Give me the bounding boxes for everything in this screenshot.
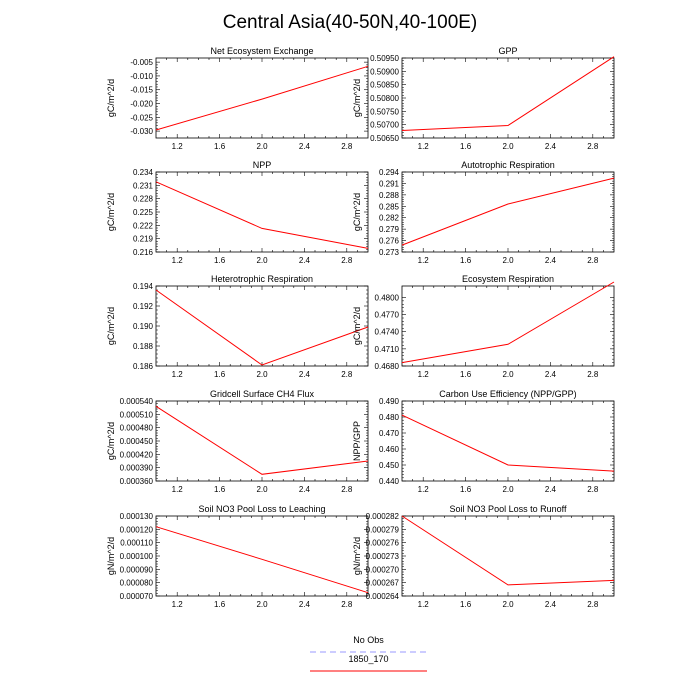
x-tick-label: 2.4	[298, 256, 310, 265]
chart-panel-6	[352, 274, 614, 379]
x-tick-label: 2.8	[341, 600, 353, 609]
y-tick-label: 0.50950	[370, 54, 399, 63]
y-tick-label: 0.186	[132, 362, 153, 371]
series-line	[402, 516, 614, 585]
x-tick-label: 2.0	[256, 485, 268, 494]
y-tick-label: 0.50800	[370, 94, 399, 103]
y-axis-label: gC/m^2/d	[352, 306, 362, 346]
series-line	[156, 527, 368, 593]
x-tick-label: 1.6	[214, 256, 226, 265]
y-tick-label: 0.480	[378, 413, 399, 422]
series-line	[156, 66, 368, 130]
y-tick-label: 0.294	[378, 168, 399, 177]
y-tick-label: 0.219	[132, 234, 153, 244]
x-tick-label: 1.6	[214, 370, 226, 379]
y-tick-label: 0.460	[378, 445, 399, 454]
y-tick-label: 0.000360	[119, 477, 153, 486]
series-line	[156, 182, 368, 249]
y-tick-label: 0.4770	[374, 310, 399, 320]
y-tick-label: 0.450	[378, 461, 399, 470]
panel-title: Carbon Use Efficiency (NPP/GPP)	[439, 389, 577, 399]
x-tick-label: 2.0	[502, 256, 514, 265]
x-tick-label: 2.0	[502, 485, 514, 494]
x-tick-label: 2.8	[341, 142, 353, 151]
chart-panel-1	[106, 46, 368, 151]
x-tick-label: 2.0	[502, 142, 514, 151]
y-tick-label: 0.490	[378, 397, 399, 406]
x-tick-label: 1.2	[171, 600, 183, 609]
plot-frame	[156, 516, 368, 596]
y-axis-label: NPP/GPP	[352, 420, 362, 462]
x-tick-label: 1.6	[460, 256, 472, 265]
x-tick-label: 2.8	[587, 256, 599, 265]
y-axis-label: gC/m^2/d	[106, 306, 116, 346]
y-tick-label: -0.015	[130, 85, 153, 95]
plot-frame	[402, 516, 614, 596]
y-tick-label: 0.216	[132, 248, 153, 257]
panel-title: Soil NO3 Pool Loss to Runoff	[449, 504, 567, 514]
series-line	[402, 57, 614, 131]
chart-panel-8	[352, 389, 614, 494]
x-tick-label: 2.4	[544, 600, 556, 609]
x-tick-label: 1.2	[417, 256, 429, 265]
y-tick-label: 0.000270	[365, 565, 399, 575]
x-tick-label: 1.2	[417, 370, 429, 379]
y-tick-label: 0.000450	[119, 437, 153, 446]
y-tick-label: 0.000420	[119, 450, 153, 460]
y-tick-label: 0.50750	[370, 107, 399, 117]
y-tick-label: 0.000279	[365, 525, 399, 535]
chart-panel-2	[352, 46, 614, 151]
plot-frame	[156, 172, 368, 252]
x-tick-label: 1.2	[417, 485, 429, 494]
y-tick-label: 0.000510	[119, 410, 153, 420]
x-tick-label: 1.2	[417, 600, 429, 609]
y-tick-label: -0.025	[130, 113, 153, 123]
x-tick-label: 1.2	[171, 370, 183, 379]
panel-title: Autotrophic Respiration	[461, 160, 555, 170]
x-tick-label: 1.2	[171, 485, 183, 494]
x-tick-label: 2.4	[298, 370, 310, 379]
y-tick-label: 0.000080	[119, 578, 153, 588]
x-tick-label: 1.2	[171, 142, 183, 151]
y-tick-label: 0.194	[132, 282, 153, 291]
legend-label: No Obs	[353, 635, 384, 645]
x-tick-label: 1.6	[214, 600, 226, 609]
x-tick-label: 1.2	[171, 256, 183, 265]
x-tick-label: 1.6	[460, 485, 472, 494]
y-tick-label: 0.222	[132, 221, 153, 231]
legend	[310, 635, 427, 671]
y-tick-label: 0.231	[132, 181, 153, 191]
x-tick-label: 2.0	[502, 370, 514, 379]
y-axis-label: gN/m^2/d	[352, 536, 362, 576]
y-tick-label: 0.282	[378, 213, 399, 223]
chart-panel-4	[352, 160, 614, 265]
x-tick-label: 1.6	[214, 485, 226, 494]
chart-panel-7	[106, 389, 368, 494]
y-axis-label: gC/m^2/d	[106, 192, 116, 232]
y-tick-label: 0.288	[378, 190, 399, 200]
figure-title: Central Asia(40-50N,40-100E)	[222, 12, 478, 33]
y-tick-label: 0.4680	[374, 362, 399, 371]
panel-title: Soil NO3 Pool Loss to Leaching	[198, 504, 326, 514]
y-tick-label: 0.291	[378, 179, 399, 189]
y-tick-label: 0.000273	[365, 552, 399, 561]
y-tick-label: 0.000264	[365, 592, 399, 601]
y-tick-label: -0.030	[130, 127, 153, 137]
y-tick-label: 0.50850	[370, 80, 399, 90]
y-tick-label: 0.188	[132, 342, 153, 351]
y-tick-label: 0.000110	[120, 538, 153, 548]
y-tick-label: -0.010	[130, 71, 153, 81]
x-tick-label: 2.8	[341, 485, 353, 494]
chart-panel-5	[106, 274, 368, 379]
x-tick-label: 2.4	[298, 485, 310, 494]
y-tick-label: 0.50650	[370, 134, 399, 143]
series-line	[402, 415, 614, 471]
y-tick-label: 0.190	[132, 322, 153, 331]
x-tick-label: 2.8	[587, 370, 599, 379]
x-tick-label: 2.4	[544, 256, 556, 265]
x-tick-label: 2.4	[298, 600, 310, 609]
y-tick-label: 0.000070	[119, 592, 153, 601]
legend-label: 1850_170	[348, 654, 389, 664]
y-tick-label: 0.000120	[119, 525, 153, 535]
x-tick-label: 1.6	[460, 370, 472, 379]
y-tick-label: 0.000267	[365, 578, 399, 588]
x-tick-label: 2.4	[544, 485, 556, 494]
plot-frame	[156, 401, 368, 481]
y-tick-label: 0.225	[132, 208, 153, 217]
x-tick-label: 2.0	[256, 142, 268, 151]
y-tick-label: -0.020	[130, 99, 153, 109]
y-tick-label: 0.228	[132, 194, 153, 204]
chart-panel-9	[106, 504, 368, 609]
y-tick-label: 0.234	[132, 168, 153, 177]
chart-panel-3	[106, 160, 368, 265]
panel-title: Net Ecosystem Exchange	[210, 46, 314, 56]
x-tick-label: 2.4	[298, 142, 310, 151]
x-tick-label: 2.8	[341, 370, 353, 379]
x-tick-label: 1.2	[417, 142, 429, 151]
y-tick-label: 0.000130	[119, 512, 153, 521]
y-tick-label: 0.276	[378, 236, 399, 246]
y-tick-label: 0.4710	[374, 344, 399, 354]
x-tick-label: 2.8	[587, 142, 599, 151]
x-tick-label: 2.0	[502, 600, 514, 609]
panel-title: Gridcell Surface CH4 Flux	[209, 389, 315, 399]
y-tick-label: -0.005	[130, 58, 153, 68]
y-axis-label: gC/m^2/d	[106, 421, 116, 461]
y-tick-label: 0.000090	[119, 565, 153, 575]
y-axis-label: gC/m^2/d	[352, 78, 362, 118]
y-tick-label: 0.50900	[370, 67, 399, 77]
y-tick-label: 0.000390	[119, 463, 153, 473]
chart-panels	[106, 46, 614, 609]
y-axis-label: gN/m^2/d	[106, 536, 116, 576]
y-tick-label: 0.440	[378, 477, 399, 486]
x-tick-label: 2.8	[587, 600, 599, 609]
series-line	[156, 290, 368, 365]
series-line	[402, 282, 614, 363]
chart-panel-10	[352, 504, 614, 609]
y-tick-label: 0.285	[378, 202, 399, 212]
y-axis-label: gC/m^2/d	[352, 192, 362, 232]
panel-title: NPP	[252, 160, 272, 170]
plot-frame	[156, 286, 368, 366]
y-tick-label: 0.4740	[374, 327, 399, 337]
plot-frame	[156, 58, 368, 138]
y-tick-label: 0.273	[378, 248, 399, 257]
y-tick-label: 0.192	[132, 302, 153, 311]
series-line	[156, 406, 368, 474]
y-tick-label: 0.279	[378, 225, 399, 235]
x-tick-label: 1.6	[460, 600, 472, 609]
x-tick-label: 1.6	[460, 142, 472, 151]
y-tick-label: 0.470	[378, 429, 399, 438]
x-tick-label: 2.4	[544, 370, 556, 379]
panel-title: Ecosystem Respiration	[461, 274, 555, 284]
x-tick-label: 2.0	[256, 370, 268, 379]
x-tick-label: 2.0	[256, 256, 268, 265]
plot-frame	[402, 172, 614, 252]
x-tick-label: 1.6	[214, 142, 226, 151]
x-tick-label: 2.8	[341, 256, 353, 265]
y-tick-label: 0.000480	[119, 423, 153, 433]
y-tick-label: 0.000540	[119, 397, 153, 406]
y-tick-label: 0.50700	[370, 120, 399, 130]
series-line	[402, 178, 614, 245]
panel-title: Heterotrophic Respiration	[210, 274, 314, 284]
y-axis-label: gC/m^2/d	[106, 78, 116, 118]
x-tick-label: 2.4	[544, 142, 556, 151]
y-tick-label: 0.000276	[365, 538, 399, 548]
y-tick-label: 0.4800	[374, 293, 399, 303]
x-tick-label: 2.0	[256, 600, 268, 609]
plot-frame	[402, 286, 614, 366]
x-tick-label: 2.8	[587, 485, 599, 494]
y-tick-label: 0.000100	[119, 552, 153, 561]
panel-title: GPP	[498, 46, 518, 56]
y-tick-label: 0.000282	[365, 512, 399, 521]
